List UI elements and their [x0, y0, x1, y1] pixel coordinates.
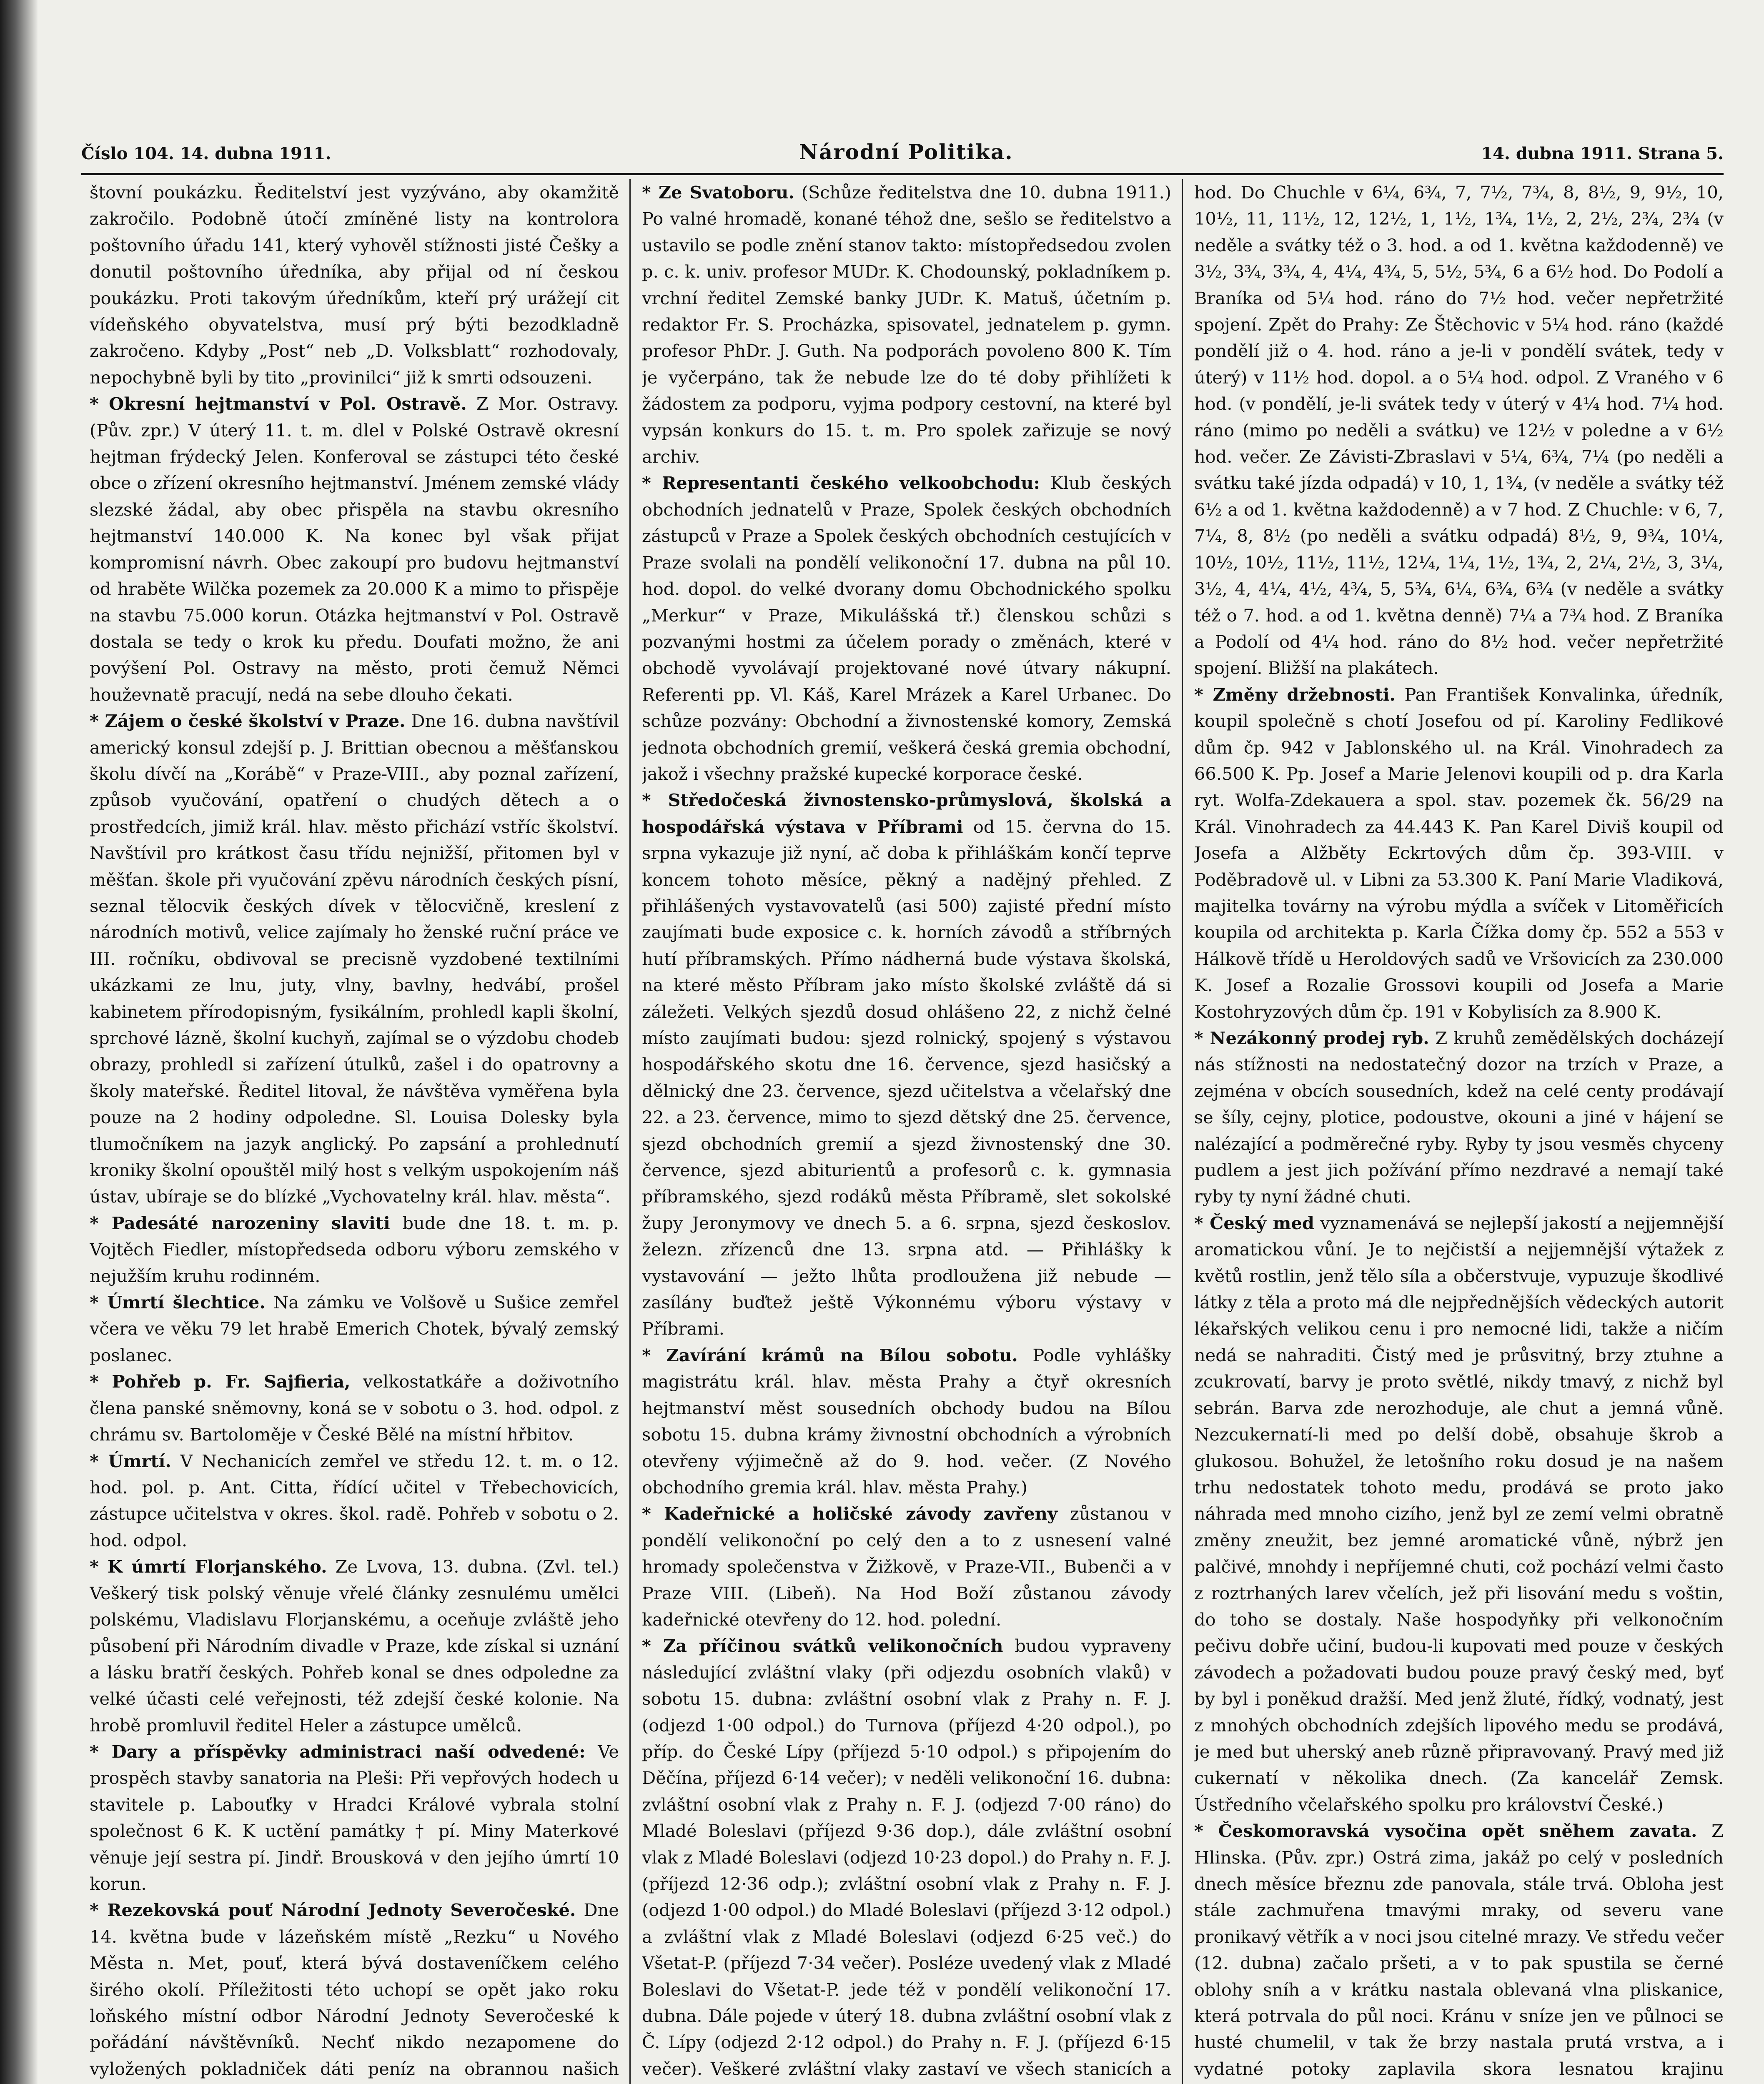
article-paragraph — [90, 708, 619, 1210]
article-headline: * Úmrtí. — [90, 1450, 171, 1471]
article-headline: * Representanti českého velkoobchodu: — [642, 473, 1040, 493]
article-headline: * Český med — [1194, 1212, 1314, 1233]
column-1 — [90, 179, 619, 2084]
article-text: hod. Do Chuchle v 6¼, 6¾, 7, 7½, 7¾, 8, 8½, 9, 9½, 10, 10½, 11, 11½, 12, 12½, 1, 1½, 1¾, 1½, 2, 2½, 2¾, 2¾ (v neděle a svátky též o 3. hod. a od 1. května každodenně) ve 3½, 3¾, 3¾, 4, 4¼, 4¾, 5, 5½, 5¾, 6 a 6½ hod. Do Podolí a Braníka od 5¼ hod. ráno do 7½ hod. večer nepřetržité spojení. Zpět do Prahy: Ze Štěchovic v 5¼ hod. ráno (každé pondělí již o 4. hod. ráno a je-li v pondělí svátek, tedy v úterý) v 11½ hod. dopol. a o 5¼ hod. odpol. Z Vraného v 6 hod. (v pondělí, je-li svátek tedy v úterý v 4¼ hod. 7¼ hod. ráno (mimo po neděli a svátku) ve 12½ v poledne a v 6½ hod. večer. Ze Závisti-Zbraslavi v 5¼, 6¾, 7¼ (po neděli a svátku také jízda odpadá) v 10, 1, 1¾, (v neděle a svátky též 6½ a od 1. května každodenně) a v 7 hod. Z Chuchle: v 6, 7, 7¼, 8, 8½ (po neděli a svátku odpadá) 8½, 9, 9¾, 10¼, 10½, 10½, 11½, 11½, 12¼, 1¼, 1½, 1¾, 2, 2¼, 2½, 3, 3¼, 3½, 4, 4¼, 4½, 4¾, 5, 5¾, 6¼, 6¾, 6¾ (v neděle a svátky též o 7. hod. a od 1. května denně) 7¼ a 7¾ hod. Z Braníka a Podolí od 4¼ hod. ráno do 8½ hod. večer nepřetržité spojení. Bližší na plakátech. — [1194, 182, 1724, 679]
article-paragraph — [1194, 1210, 1724, 1818]
article-text: Podle vyhlášky magistrátu král. hlav. města Prahy a čtyř okresních hejtmanství měst sousedních obchody budou na Bílou sobotu 15. dubna krámy živnostní obchodních a výrobních otevřeny výjimečně až do 9. hod. večer. (Z Nového obchodního gremia král. hlav. města Prahy.) — [642, 1345, 1171, 1498]
article-headline: * Okresní hejtmanství v Pol. Ostravě. — [90, 393, 467, 414]
article-text: Z Hlinska. (Pův. zpr.) Ostrá zima, jakáž po celý v posledních dnech měsíce březnu zde panovala, stále trvá. Obloha jest stále zachmuřena tmavými mraky, od severu vane pronikavý větřík a v noci jsou citelné mrazy. Ve středu večer (12. dubna) začalo pršeti, a v to pak spustila se černé oblohy sníh a v krátku nastala oblevaná vlna pliskanice, která potrvala do půl noci. Kránu v sníze jen ve půlnoci se husté chumelil, v tak že brzy nastala prutá vrstva, a i vydatné potoky zaplavila skora lesnatou krajinu — [1194, 1821, 1724, 2079]
article-paragraph — [90, 1210, 619, 1289]
masthead-title: Národní Politika. — [799, 140, 1013, 164]
article-headline: * Ze Svatoboru. — [642, 182, 794, 203]
page-header — [81, 140, 1724, 169]
article-headline: * K úmrtí Florjanského. — [90, 1556, 327, 1577]
article-text: velkostatkáře a doživotního člena panské sněmovny, koná se v sobotu o 3. hod. odpol. z chrámu sv. Bartoloměje v České Bělé na místní hřbitov. — [90, 1371, 619, 1445]
article-headline: * Úmrtí šlechtice. — [90, 1292, 266, 1313]
article-headline: * Změny držebnosti. — [1194, 684, 1396, 705]
article-text: Pan František Konvalinka, úředník, koupil společně s chotí Josefou od pí. Karoliny Fedlikové dům čp. 942 v Jablonského ul. na Král. Vinohradech za 66.500 K. Pp. Josef a Marie Jelenovi koupili od p. dra Karla ryt. Wolfa-Zdekauera a spol. stav. pozemek čk. 56/29 na Král. Vinohradech za 44.443 K. Pan Karel Diviš koupil od Josefa a Alžběty Eckrtových dům čp. 393-VIII. v Poděbradově ul. v Libni za 53.300 K. Paní Marie Vladiková, majitelka továrny na výrobu mýdla a svíček v Litoměřicích koupila od architekta p. Karla Čížka domy čp. 552 a 553 v Hálkově třídě u Heroldových sadů ve Vršovicích za 230.000 K. Josef a Rozalie Grossovi koupili od Josefa a Marie Kostohryzových dům čp. 191 v Kobylisích za 8.900 K. — [1194, 684, 1724, 1022]
article-text: bude dne 18. t. m. p. Vojtěch Fiedler, místopředseda odboru výboru zemského v nejužším kruhu rodinném. — [90, 1212, 619, 1286]
header-rule — [81, 173, 1724, 175]
article-paragraph — [642, 470, 1171, 787]
article-headline: * Padesáté narozeniny slaviti — [90, 1212, 390, 1233]
article-text: Ze Lvova, 13. dubna. (Zvl. tel.) Veškerý tisk polský věnuje vřelé články zesnulému umělci polskému, Vladislavu Florjanskému, a oceňuje zvláště jeho působení při Národním divadle v Praze, kde získal si uznání a lásku bratří českých. Pohřeb konal se dnes odpoledne za velké účasti celé veřejnosti, též zdejší české kolonie. Na hrobě promluvil ředitel Heler a zástupce umělců. — [90, 1556, 619, 1736]
header-issue-left: Číslo 104. 14. dubna 1911. — [81, 144, 331, 163]
article-headline: * Pohřeb p. Fr. Sajfieria, — [90, 1371, 351, 1392]
article-text: Klub českých obchodních jednatelů v Praze, Spolek českých obchodních zástupců v Praze a Spolek českých obchodních cestujících v Praze svolali na pondělí velikonoční 17. dubna na půl 10. hod. dopol. do velké dvorany domu Obchodnického spolku „Merkur“ v Praze, Mikulášská tř.) členskou schůzi s pozvanými hostmi za účelem porady o změnách, které v obchodě vyvolávají projektované nové útvary nákupní. Referenti pp. Vl. Káš, Karel Mrázek a Karel Urbanec. Do schůze pozvány: Obchodní a živnostenské komory, Zemská jednota obchodních gremií, veškerá česká gremia obchodní, jakož i všechny pražské kupecké korporace české. — [642, 473, 1171, 784]
article-headline: * Dary a příspěvky administraci naší odvedené: — [90, 1741, 586, 1762]
article-paragraph — [642, 1633, 1171, 2084]
article-paragraph — [642, 1500, 1171, 1633]
article-paragraph — [642, 179, 1171, 470]
article-headline: * Zavírání krámů na Bílou sobotu. — [642, 1345, 1018, 1365]
article-paragraph — [1194, 1025, 1724, 1210]
article-paragraph — [1194, 681, 1724, 1025]
article-text: Dne 14. května bude v lázeňském místě „Rezku“ u Nového Města n. Met, pouť, která bývá dostaveníčkem celého širého okolí. Příležitosti této uchopí se opět jako roku loňského místní odbor Národní Jednoty Severočeské k pořádání návštěvníků. Nechť nikdo nezapomene do vyložených pokladniček dáti peníz na obrannou našich — [90, 1900, 619, 2079]
article-text: Na zámku ve Volšově u Sušice zemřel včera ve věku 79 let hrabě Emerich Chotek, bývalý zemský poslanec. — [90, 1292, 619, 1365]
article-headline: * Za příčinou svátků velikonočních — [642, 1636, 1003, 1656]
column-divider — [629, 179, 631, 2084]
article-headline: * Českomoravská vysočina opět sněhem zavata. — [1194, 1821, 1697, 1841]
article-headline: * Nezákonný prodej ryb. — [1194, 1028, 1429, 1048]
header-date-page-right: 14. dubna 1911. Strana 5. — [1481, 144, 1724, 163]
article-paragraph — [642, 787, 1171, 1342]
article-headline: * Kadeřnické a holičské závody zavřeny — [642, 1503, 1057, 1524]
article-paragraph — [90, 391, 619, 708]
article-text: (Schůze ředitelstva dne 10. dubna 1911.) Po valné hromadě, konané téhož dne, sešlo se ředitelstvo a ustavilo se podle znění stanov takto: místopředsedou zvolen p. c. k. univ. profesor MUDr. K. Chodounský, pokladníkem p. vrchní ředitel Zemské banky JUDr. K. Matuš, účetním p. redaktor Fr. S. Procházka, spisovatel, jednatelem p. gymn. profesor PhDr. J. Guth. Na podporách povoleno 800 K. Tím je vyčerpáno, tak že nebude lze do té doby přihlížeti k žádostem za podporu, vyjma podpory cestovní, na které byl vypsán konkurs do 15. t. m. Pro spolek zařizuje se nový archiv. — [642, 182, 1171, 467]
article-paragraph — [90, 1897, 619, 2084]
article-paragraph — [90, 1738, 619, 1897]
article-paragraph — [90, 1553, 619, 1738]
article-headline: * Zájem o české školství v Praze. — [90, 711, 406, 731]
article-text: zůstanou v pondělí velikonoční po celý den a to z usnesení valné hromady společenstva v Žižkově, v Praze-VII., Bubenči a v Praze VIII. (Libeň). Na Hod Boží zůstanou závody kadeřnické otevřeny do 12. hod. polední. — [642, 1503, 1171, 1630]
article-paragraph — [1194, 179, 1724, 681]
article-headline: * Rezekovská pouť Národní Jednoty Severočeské. — [90, 1900, 576, 1921]
article-text: Z Mor. Ostravy. (Pův. zpr.) V úterý 11. t. m. dlel v Polské Ostravě okresní hejtman frýdecký Jelen. Konferoval se zástupci této české obce o zřízení okresního hejtmanství. Jménem zemské vlády slezské žádal, aby obec přispěla na stavbu okresního hejtmanství 140.000 K. Na konec byl však přijat kompromisní návrh. Obec zakoupí pro budovu hejtmanství od hraběte Wilčka pozemek za 20.000 K a mimo to přispěje na stavbu 75.000 korun. Otázka hejtmanství v Pol. Ostravě dostala se tedy o krok ku předu. Doufati možno, že ani povýšení Pol. Ostravy na město, proti čemuž Němci houževnatě pracují, nedá na sebe dlouho čekati. — [90, 393, 619, 705]
article-headline: * Středočeská živnostensko-průmyslová, školská a hospodářská výstava v Příbrami — [642, 790, 1171, 837]
article-text: Dne 16. dubna navštívil americký konsul zdejší p. J. Brittian obecnou a měšťanskou školu dívčí na „Korábě“ v Praze-VIII., aby poznal zařízení, způsob vyučování, opatření o chudých dětech a o prostředcích, jimiž král. hlav. město přichází vstříc školství. Navštívil pro krátkost času třídu nejnižší, přitomen byl v měšťan. škole při vyučování zpěvu národních českých písní, seznal tělocvik českých dívek v tělocvičně, kreslení z národních motivů, velice zajímaly ho ženské ruční práce ve III. ročníku, obdivoval se precisně vyzdobené textilními ukázkami ze lnu, juty, vlny, bavlny, hedvábí, prošel kabinetem přírodopisným, fysikálním, prohledl kapli školní, sprchové lázně, školní kuchyň, zajímal se o výzdobu chodeb obrazy, prohledl si zařízení útulků, zašel i do opatrovny a školy mateřské. Ředitel litoval, že návštěva vyměřena byla pouze na 2 hodiny odpoledne. Sl. Louisa Dolesky byla tlumočníkem na jazyk anglický. Po zapsání a prohlednutí kroniky školní opouštěl milý host s velkým uspokojením náš ústav, ubíraje se do blízké „Vychovatelny král. hlav. města“. — [90, 711, 619, 1207]
column-3 — [1194, 179, 1724, 2084]
article-paragraph — [90, 1289, 619, 1368]
article-text: od 15. června do 15. srpna vykazuje již nyní, ač doba k přihláškám končí teprve koncem tohoto měsíce, pěkný a nadějný přehled. Z přihlášených vystavovatelů (asi 500) zajisté přední místo zaujímati bude exposice c. k. horních závodů a stříbrných hutí příbramských. Přímo nádherná bude výstava školská, na které město Příbram jako místo školské zvláště dá si záležeti. Velkých sjezdů dosud ohlášeno 22, z nichž čelné místo zaujímati budou: sjezd rolnický, spojený s výstavou hospodářského skotu dne 16. července, sjezd hasičský a dělnický dne 23. července, sjezd učitelstva a včelařský dne 22. a 23. července, mimo to sjezd dětský dne 25. července, sjezd obchodních gremií a sjezd živnostenský dne 30. července, sjezd abiturientů a profesorů c. k. gymnasia příbramského, sjezd rodáků města Příbramě, slet sokolské župy Jeronymovy ve dnech 5. a 6. srpna, sjezd českoslov. železn. zřízenců dne 13. srpna atd. — Přihlášky k vystavování — ježto lhůta prodloužena již nebude — zasílány buďtež ještě Výkonnému výboru výstavy v Příbrami. — [642, 816, 1171, 1339]
article-text: štovní poukázku. Ředitelství jest vyzýváno, aby okamžitě zakročilo. Podobně útočí zmíněné listy na kontrolora poštovního úřadu 141, který vyhověl stížnosti jisté Češky a donutil poštovního úředníka, aby přijal od ní českou poukázku. Proti takovým úředníkům, kteří prý urážejí cit vídeňského obyvatelstva, musí prý býti bezodkladně zakročeno. Kdyby „Post“ neb „D. Volksblatt“ rozhodovaly, nepochybně byli by tito „provinilci“ již k smrti odsouzeni. — [90, 182, 619, 388]
article-paragraph — [90, 179, 619, 391]
column-divider — [1182, 179, 1183, 2084]
article-paragraph — [90, 1448, 619, 1554]
article-text: Ve prospěch stavby sanatoria na Pleši: Při vepřových hodech u stavitele p. Labouťky v Hradci Králové vybrala stolní společnost 6 K. K uctění památky † pí. Miny Materkové věnuje její sestra pí. Jindř. Brousková v den jejího úmrtí 10 korun. — [90, 1741, 619, 1894]
article-paragraph — [642, 1342, 1171, 1500]
article-text: V Nechanicích zemřel ve středu 12. t. m. o 12. hod. pol. p. Ant. Citta, řídící učitel v Třebechovicích, zástupce učitelstva v okres. škol. radě. Pohřeb v sobotu o 2. hod. odpol. — [90, 1450, 619, 1550]
article-text: Z kruhů zemědělských docházejí nás stížnosti na nedostatečný dozor na trzích v Praze, a zejména v obcích sousedních, kdež na celé centy prodávají se šíly, cejny, plotice, podoustve, okouni a jiné v hájení se nalézající a podměrečné ryby. Ryby ty jsou vesměs chyceny pudlem a jest jich požívání přímo nezdravé a nemají také ryby ty nyní žádné chuti. — [1194, 1028, 1724, 1207]
article-paragraph — [1194, 1818, 1724, 2084]
article-paragraph — [90, 1368, 619, 1448]
article-text: vyznamenává se nejlepší jakostí a nejjemnější aromatickou vůní. Je to nejčistší a nejjemnější výtažek z květů rostlin, jenž tělo síla a občerstvuje, vypuzuje škodlivé látky z těla a proto má dle nejpřednějších vědeckých autorit lékařských velikou cenu i pro nemocné lidi, takže a ničím nedá se nahraditi. Čistý med je průsvitný, brzy ztuhne a zcukrovatí, barvy je proto světlé, nikdy tmavý, z nichž byl sebrán. Barva zde nerozhoduje, ale chut a jemná vůně. Nezcukernatí-li med po delší době, obsahuje škrob a glukosou. Bohužel, že letošního roku dosud je na našem trhu nedostatek tohoto medu, prodává se proto jako náhrada med mnoho cizího, jenž byl ze zemí velmi obratně změny zneužit, bez jemné aromatické vůně, nýbrž jen palčivé, mnohdy i nepříjemné chuti, což pochází velmi často z roztrhaných larev včelích, jež při lisování medu s voštin, do toho se dostaly. Naše hospodyňky při velkonočním pečivu dobře učiní, budou-li kupovati med pouze v českých závodech a požadovati budou pouze pravý český med, byť by byl i poněkud dražší. Med jenž žluté, řídký, vodnatý, jest z mnohých obchodních zdejších lipového medu se prodává, je med but uherský aneb různě připravovaný. Pravý med již cukernatí v několika dnech. (Za kancelář Zemsk. Ústředního včelařského spolku pro království České.) — [1194, 1212, 1724, 1815]
scan-edge — [0, 0, 38, 2084]
article-text: budou vypraveny následující zvláštní vlaky (při odjezdu osobních vlaků) v sobotu 15. dubna: zvláštní osobní vlak z Prahy n. F. J. (odjezd 1·00 odpol.) do Turnova (příjezd 4·20 odpol.), po příp. do České Lípy (příjezd 5·10 odpol.) s připojením do Děčína, příjezd 6·14 večer); v neděli velikonoční 16. dubna: zvláštní osobní vlak z Prahy n. F. J. (odjezd 7·00 ráno) do Mladé Boleslavi (příjezd 9·36 dop.), dále zvláštní osobní vlak z Mladé Boleslavi (odjezd 10·23 dopol.) do Prahy n. F. J. (příjezd 12·36 odp.); zvláštní osobní vlak z Prahy n. F. J. (odjezd 1·00 odpol.) do Mladé Boleslavi (příjezd 3·12 odpol.) a zvláštní vlak z Mladé Boleslavi (odjezd 6·25 več.) do Všetat-P. (příjezd 7·34 večer). Posléze uvedený vlak z Mladé Boleslavi do Všetat-P. jede též v pondělí velikonoční 17. dubna. Dále pojede v úterý 18. dubna zvláštní osobní vlak z Č. Lípy (odjezd 2·12 odpol.) do Prahy n. F. J. (příjezd 6·15 večer). Veškeré zvláštní vlaky zastaví ve všech stanicích a — [642, 1636, 1171, 2079]
column-2 — [642, 179, 1171, 2084]
